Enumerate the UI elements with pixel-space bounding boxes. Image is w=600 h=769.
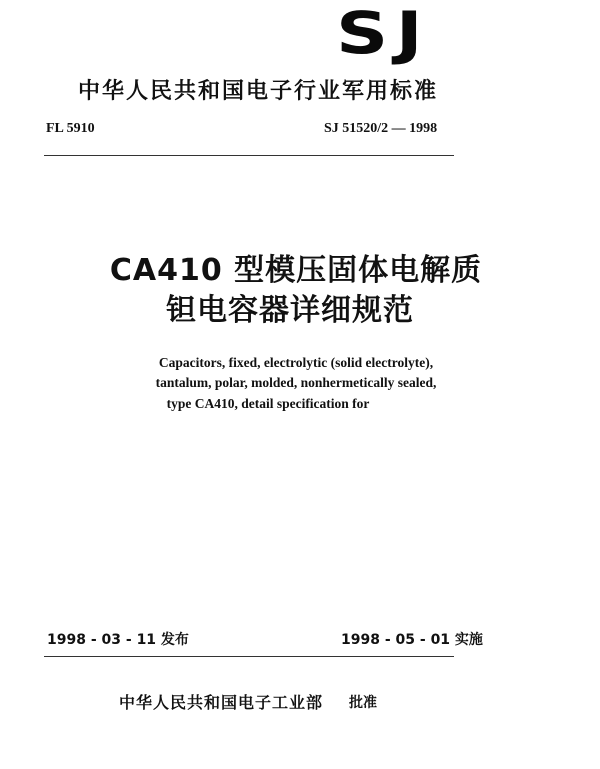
title-en-line3: type CA410, detail specification for (166, 396, 370, 411)
header-divider (44, 155, 454, 156)
effective-date: 1998 - 05 - 01 实施 (341, 632, 483, 648)
title-en-line2: tantalum, polar, molded, nonhermetically sealed, (155, 375, 437, 390)
approving-authority: 中华人民共和国电子工业部 (119, 693, 324, 712)
title-cn-line2: 钽电容器详细规范 (166, 293, 414, 328)
approval-label: 批准 (349, 695, 377, 711)
issue-date: 1998 - 03 - 11 发布 (47, 632, 189, 648)
sj-logo: SJ (336, 0, 431, 67)
classification-code: FL 5910 (46, 121, 95, 136)
footer-divider (44, 656, 454, 657)
title-cn-line1: CA410 型模压固体电解质 (109, 253, 483, 288)
title-en-line1: Capacitors, fixed, electrolytic (solid electrolyte), (158, 355, 434, 370)
standard-title: 中华人民共和国电子行业军用标准 (78, 79, 439, 104)
standard-number: SJ 51520/2 — 1998 (324, 121, 438, 136)
